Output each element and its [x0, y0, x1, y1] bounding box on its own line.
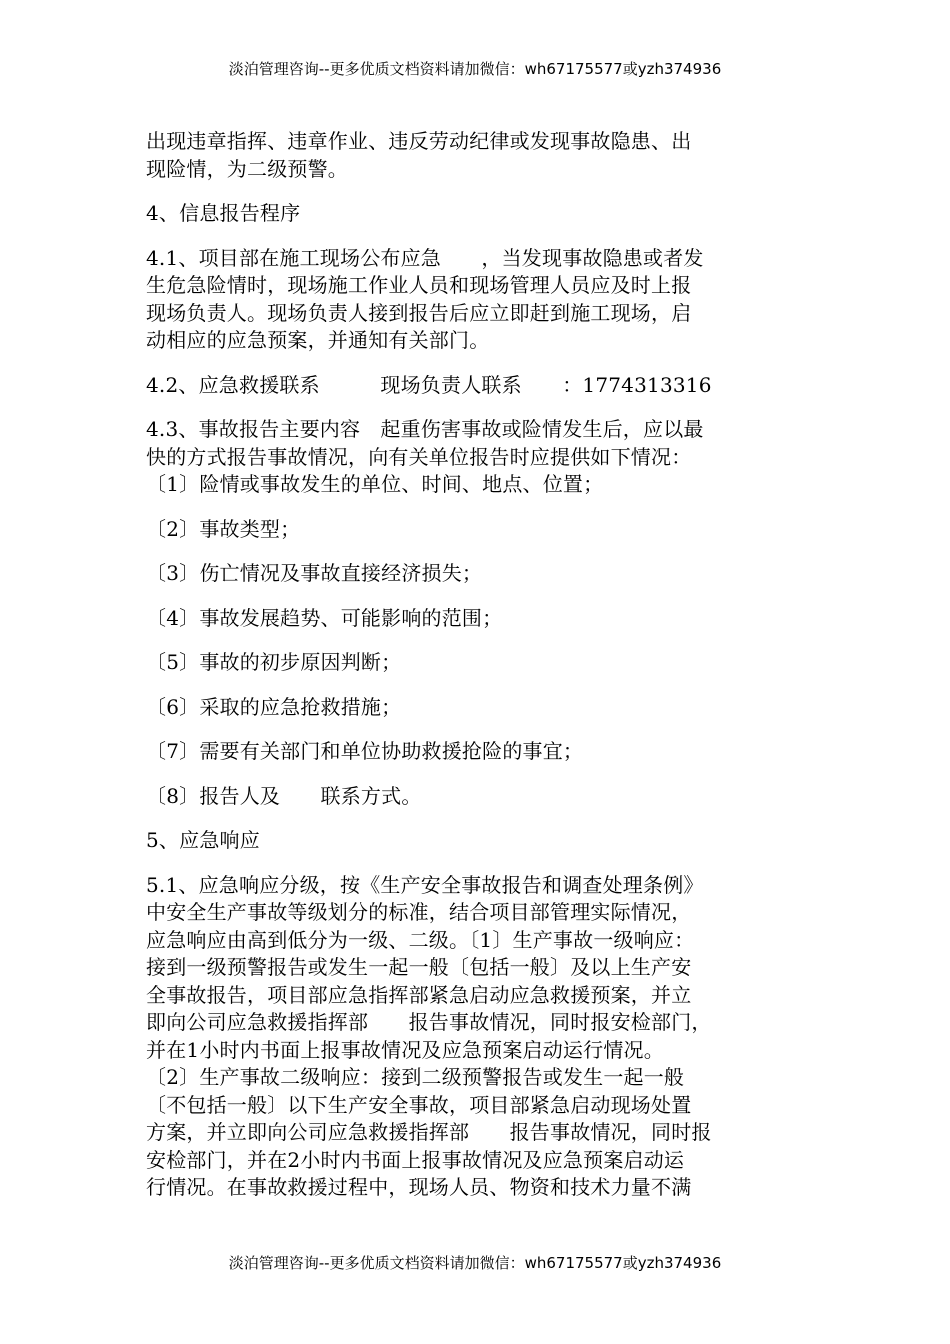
text-line: 行情况。在事故救援过程中，现场人员、物资和技术力量不满 — [146, 1175, 692, 1199]
paragraph-warning-level-2 — [146, 128, 816, 183]
list-item: 〔3〕伤亡情况及事故直接经济损失； — [146, 561, 483, 585]
paragraph-5-1 — [146, 872, 816, 1202]
text-line: 5.1、应急响应分级，按《生产安全事故报告和调查处理条例》 — [146, 872, 704, 897]
text-line: 现场负责人。现场负责人接到报告后应立即赶到施工现场，启 — [146, 300, 692, 325]
section-heading-4: 4、信息报告程序 — [146, 201, 301, 225]
text-line: 〔1〕险情或事故发生的单位、时间、地点、位置； — [146, 472, 604, 496]
text-line: 全事故报告，项目部应急指挥部紧急启动应急救援预案，并立 — [146, 982, 692, 1007]
list-item: 〔4〕事故发展趋势、可能影响的范围； — [146, 605, 503, 630]
text-line: 4.1、项目部在施工现场公布应急 ，当发现事故隐患或者发 — [146, 245, 704, 270]
text-line: 现险情，为二级预警。 — [146, 156, 348, 181]
document-body — [146, 128, 816, 1202]
text-line: 中安全生产事故等级划分的标准，结合项目部管理实际情况， — [146, 900, 692, 924]
text-line: 4.3、事故报告主要内容 起重伤害事故或险情发生后，应以最 — [146, 417, 704, 441]
text-line: 并在1小时内书面上报事故情况及应急预案启动运行情况。 — [146, 1037, 664, 1062]
paragraph-4-2-contact: 4.2、应急救援联系 现场负责人联系 ：1774313316 — [146, 372, 712, 397]
text-line: 接到一级预警报告或发生一起一般〔包括一般〕及以上生产安 — [146, 955, 692, 979]
text-line: 安检部门，并在2小时内书面上报事故情况及应急预案启动运 — [146, 1147, 685, 1172]
text-line: 出现违章指挥、违章作业、违反劳动纪律或发现事故隐患、出 — [146, 129, 692, 153]
text-line: 快的方式报告事故情况，向有关单位报告时应提供如下情况： — [146, 444, 692, 469]
list-item: 〔5〕事故的初步原因判断； — [146, 650, 402, 674]
list-item: 〔7〕需要有关部门和单位协助救援抢险的事宜； — [146, 739, 584, 763]
text-line: 应急响应由高到低分为一级、二级。〔1〕生产事故一级响应： — [146, 927, 695, 952]
text-line: 方案，并立即向公司应急救援指挥部 报告事故情况，同时报 — [146, 1120, 712, 1144]
paragraph-4-1 — [146, 245, 816, 355]
list-item: 〔8〕报告人及 联系方式。 — [146, 783, 422, 808]
section-heading-5: 5、应急响应 — [146, 828, 260, 852]
list-item: 〔6〕采取的应急抢救措施； — [146, 694, 402, 719]
text-line: 生危急险情时，现场施工作业人员和现场管理人员应及时上报 — [146, 273, 692, 297]
paragraph-4-3 — [146, 416, 816, 499]
page-header-watermark: 淡泊管理咨询--更多优质文档资料请加微信：wh67175577或yzh374936 — [228, 60, 722, 78]
text-line: 动相应的应急预案，并通知有关部门。 — [146, 328, 490, 352]
text-line: 即向公司应急救援指挥部 报告事故情况，同时报安检部门， — [146, 1010, 712, 1034]
list-item: 〔2〕事故类型； — [146, 516, 301, 541]
text-line: 〔不包括一般〕以下生产安全事故，项目部紧急启动现场处置 — [146, 1092, 692, 1117]
page-footer-watermark: 淡泊管理咨询--更多优质文档资料请加微信：wh67175577或yzh374936 — [228, 1254, 722, 1272]
text-line: 〔2〕生产事故二级响应：接到二级预警报告或发生一起一般 — [146, 1065, 685, 1089]
